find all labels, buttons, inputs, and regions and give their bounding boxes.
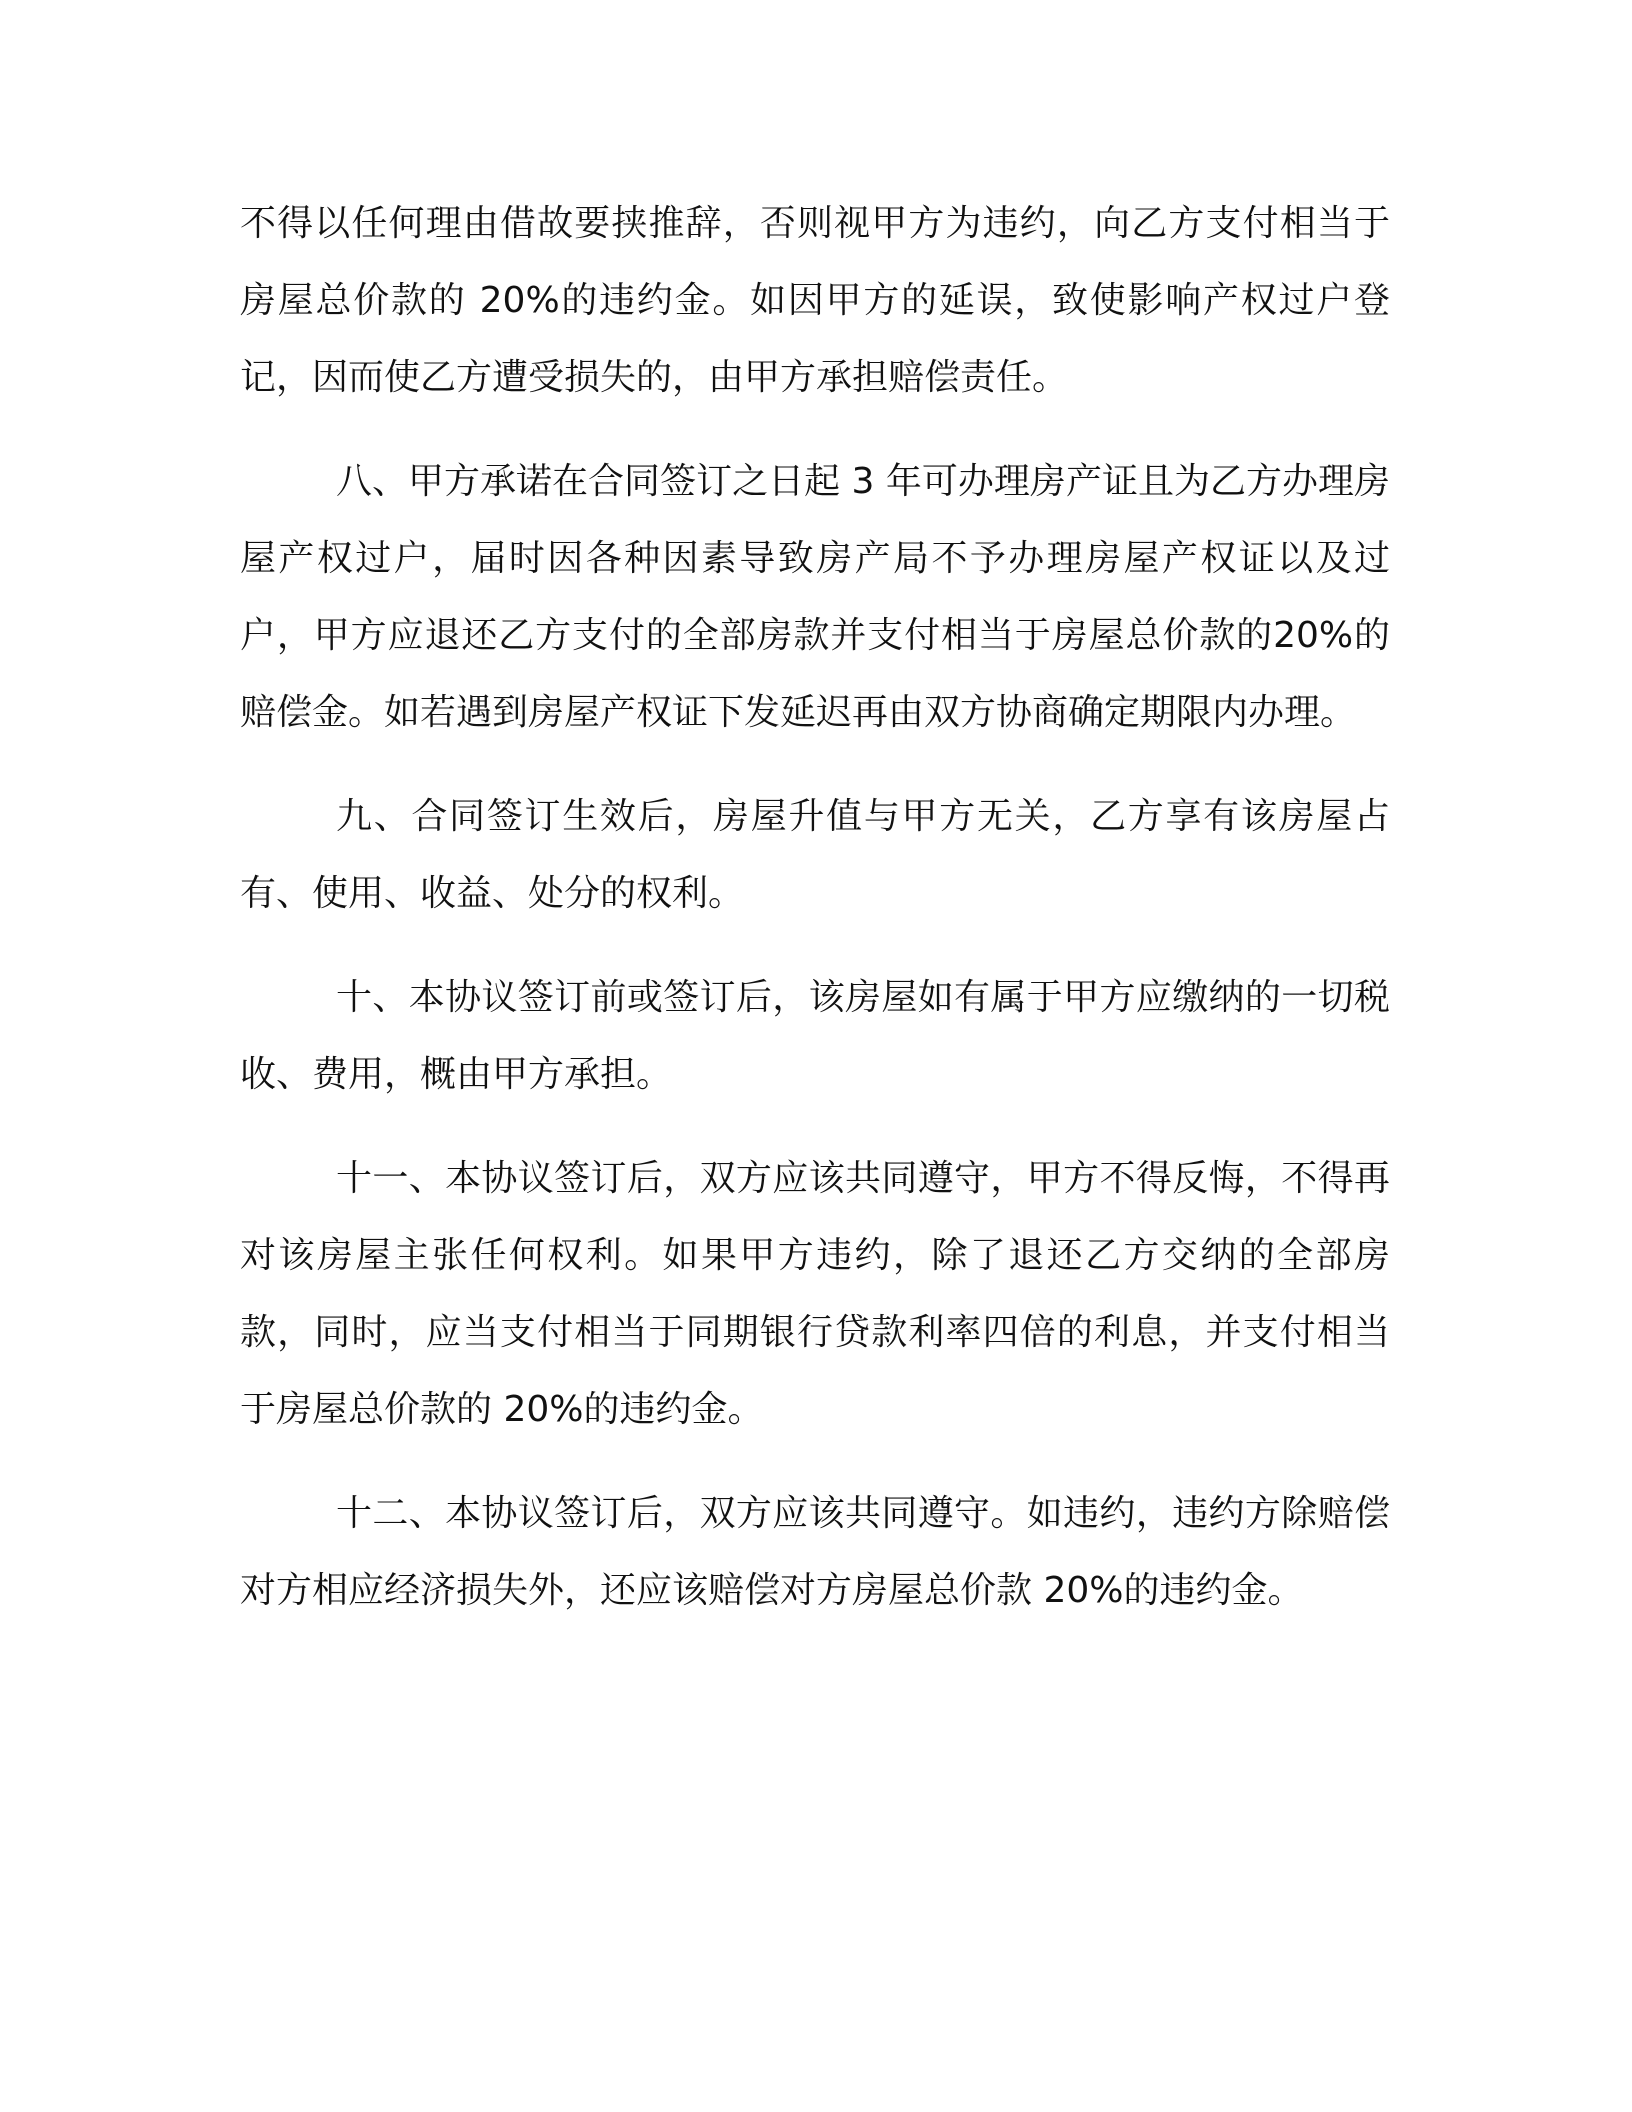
paragraph-clause-12: 十二、本协议签订后，双方应该共同遵守。如违约，违约方除赔偿对方相应经济损失外，还应该赔偿对方房屋总价款 20%的违约金。 bbox=[240, 1493, 1390, 1611]
document-body bbox=[240, 185, 1390, 1656]
paragraph-continuation: 不得以任何理由借故要挟推辞，否则视甲方为违约，向乙方支付相当于房屋总价款的 20%的违约金。如因甲方的延误，致使影响产权过户登记，因而使乙方遭受损失的，由甲方承担赔偿责任。 bbox=[240, 203, 1390, 398]
paragraph-clause-8: 八、甲方承诺在合同签订之日起 3 年可办理房产证且为乙方办理房屋产权过户，届时因各种因素导致房产局不予办理房屋产权证以及过户，甲方应退还乙方支付的全部房款并支付相当于房屋总价款的20%的赔偿金。如若遇到房屋产权证下发延迟再由双方协商确定期限内办理。 bbox=[240, 461, 1390, 733]
paragraph-clause-11: 十一、本协议签订后，双方应该共同遵守，甲方不得反悔，不得再对该房屋主张任何权利。如果甲方违约，除了退还乙方交纳的全部房款，同时，应当支付相当于同期银行贷款利率四倍的利息，并支付相当于房屋总价款的 20%的违约金。 bbox=[240, 1158, 1390, 1430]
paragraph-clause-9: 九、合同签订生效后，房屋升值与甲方无关，乙方享有该房屋占有、使用、收益、处分的权利。 bbox=[240, 796, 1390, 914]
paragraph-clause-10: 十、本协议签订前或签订后，该房屋如有属于甲方应缴纳的一切税收、费用，概由甲方承担。 bbox=[240, 977, 1390, 1095]
